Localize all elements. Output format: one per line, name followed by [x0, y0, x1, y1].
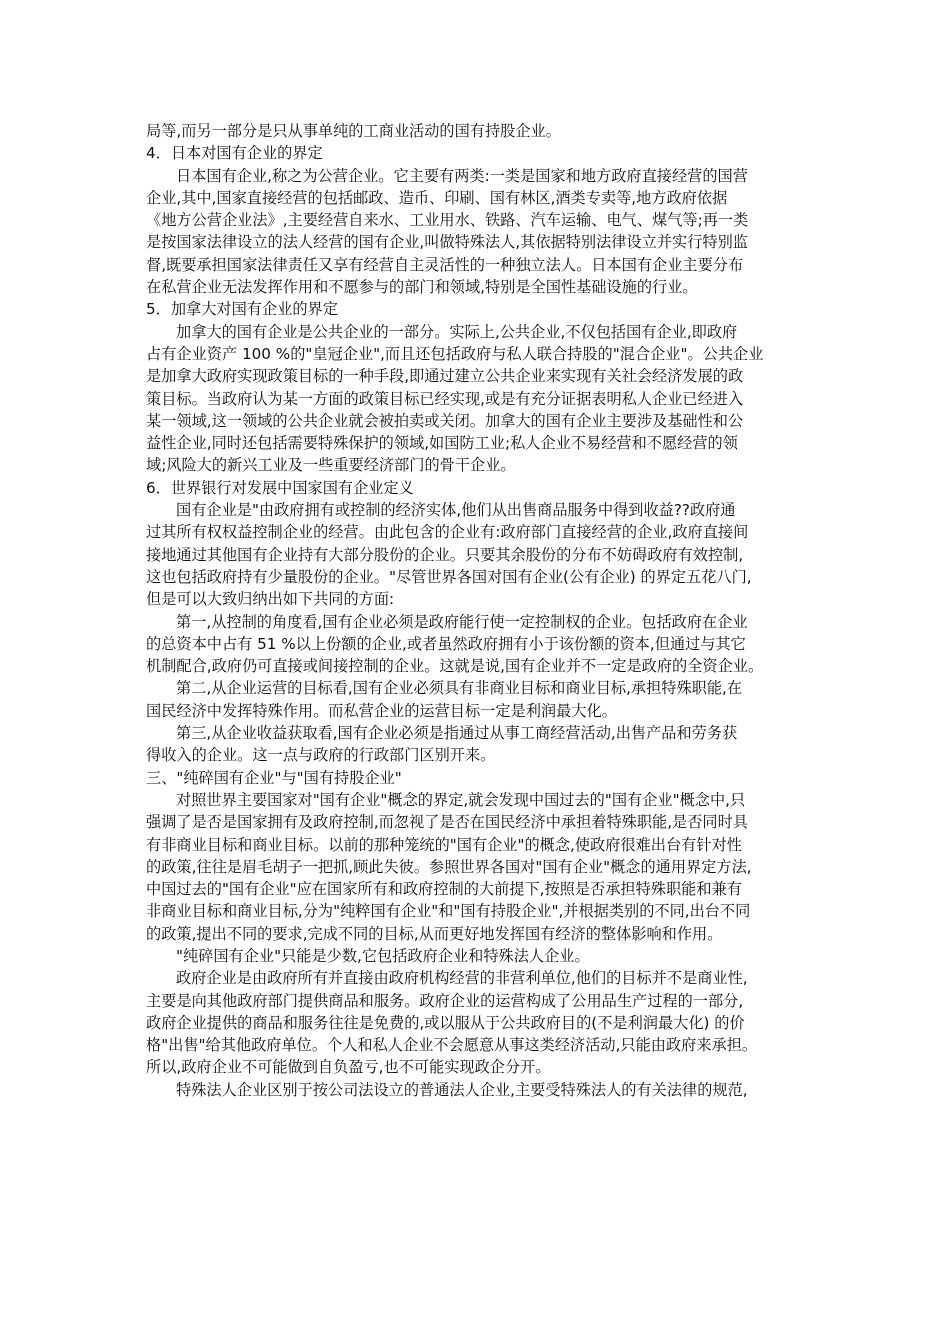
text-line: 《地方公营企业法》,主要经营自来水、工业用水、铁路、汽车运输、电气、煤气等;再一类	[146, 211, 749, 230]
text-line: 机制配合,政府仍可直接或间接控制的企业。这就是说,国有企业并不一定是政府的全资企业。	[146, 657, 764, 676]
text-line: 对照世界主要国家对"国有企业"概念的界定,就会发现中国过去的"国有企业"概念中,只	[176, 790, 746, 809]
text-line: 得收入的企业。这一点与政府的行政部门区别开来。	[146, 746, 496, 765]
text-line: 第三,从企业收益获取看,国有企业必须是指通过从事工商经营活动,出售产品和劳务获	[176, 724, 738, 743]
text-line: 强调了是否是国家拥有及政府控制,而忽视了是否在国民经济中承担着特殊职能,是否同时具	[146, 813, 748, 832]
section-heading: 三、"纯碎国有企业"与"国有持股企业"	[146, 768, 402, 787]
text-line: 这也包括政府持有少量股份的企业。"尽管世界各国对国有企业(公有企业) 的界定五花八门,	[146, 567, 752, 586]
text-line: 域;风险大的新兴工业及一些重要经济部门的骨干企业。	[146, 456, 516, 475]
section-heading: 4．日本对国有企业的界定	[146, 144, 323, 163]
text-line: 是按国家法律设立的法人经营的国有企业,叫做特殊法人,其依据特别法律设立并实行特别监	[146, 233, 748, 252]
text-line: 的政策,往往是眉毛胡子一把抓,顾此失彼。参照世界各国对"国有企业"概念的通用界定方法,	[146, 857, 752, 876]
text-line: 接地通过其他国有企业持有大部分股份的企业。只要其余股份的分布不妨碍政府有效控制,	[146, 545, 744, 564]
text-line: 政府企业提供的商品和服务往往是免费的,或以服从于公共政府目的(不是利润最大化) 的价	[146, 1013, 745, 1032]
text-line: 第二,从企业运营的目标看,国有企业必须具有非商业目标和商业目标,承担特殊职能,在	[176, 679, 743, 698]
text-line: 在私营企业无法发挥作用和不愿参与的部门和领域,特别是全国性基础设施的行业。	[146, 278, 698, 297]
text-line: 某一领域,这一领域的公共企业就会被拍卖或关闭。加拿大的国有企业主要涉及基础性和公	[146, 411, 744, 430]
text-line: 所以,政府企业不可能做到自负盈亏,也不可能实现政企分开。	[146, 1058, 551, 1077]
text-line: 主要是向其他政府部门提供商品和服务。政府企业的运营构成了公用品生产过程的一部分,	[146, 991, 744, 1010]
text-line: 国有企业是"由政府拥有或控制的经济实体,他们从出售商品服务中得到收益??政府通	[176, 501, 736, 520]
text-line: 的政策,提出不同的要求,完成不同的目标,从而更好地发挥国有经济的整体影响和作用。	[146, 924, 723, 943]
text-line: 加拿大的国有企业是公共企业的一部分。实际上,公共企业,不仅包括国有企业,即政府	[176, 322, 738, 341]
text-line: 策目标。当政府认为某一方面的政策目标已经实现,或是有充分证据表明私人企业已经进入	[146, 389, 744, 408]
text-line: 局等,而另一部分是只从事单纯的工商业活动的国有持股企业。	[146, 122, 561, 140]
text-line: 过其所有权权益控制企业的经营。由此包含的企业有:政府部门直接经营的企业,政府直接间	[146, 523, 749, 542]
text-line: 特殊法人企业区别于按公司法设立的普通法人企业,主要受特殊法人的有关法律的规范,	[176, 1080, 748, 1099]
text-line: 国民经济中发挥特殊作用。而私营企业的运营目标一定是利润最大化。	[146, 701, 617, 720]
text-line: 格"出售"给其他政府单位。个人和私人企业不会愿意从事这类经济活动,只能由政府来承担。	[146, 1036, 758, 1055]
text-line: 但是可以大致归纳出如下共同的方面:	[146, 590, 395, 609]
text-line: 益性企业,同时还包括需要特殊保护的领域,如国防工业;私人企业不易经营和不愿经营的领	[146, 434, 738, 453]
text-line: 占有企业资产 100 %的"皇冠企业",而且还包括政府与私人联合持股的"混合企业"。公共企业	[146, 344, 764, 363]
section-heading: 6．世界银行对发展中国家国有企业定义	[146, 478, 414, 497]
text-line: 有非商业目标和商业目标。以前的那种笼统的"国有企业"的概念,使政府很难出台有针对性	[146, 835, 742, 854]
text-line: 督,既要承担国家法律责任又享有经营自主灵活性的一种独立法人。日本国有企业主要分布	[146, 255, 744, 274]
text-line: 是加拿大政府实现政策目标的一种手段,即通过建立公共企业来实现有关社会经济发展的政	[146, 367, 744, 386]
text-line: 政府企业是由政府所有并直接由政府机构经营的非营利单位,他们的目标并不是商业性,	[176, 969, 748, 988]
text-line: 企业,其中,国家直接经营的包括邮政、造币、印刷、国有林区,酒类专卖等,地方政府依据	[146, 188, 728, 207]
text-line: 日本国有企业,称之为公营企业。它主要有两类:一类是国家和地方政府直接经营的国营	[176, 166, 748, 185]
document-body	[146, 120, 810, 1101]
text-line: 中国过去的"国有企业"应在国家所有和政府控制的大前提下,按照是否承担特殊职能和兼有	[146, 880, 742, 899]
section-heading: 5．加拿大对国有企业的界定	[146, 300, 338, 319]
text-line: 非商业目标和商业目标,分为"纯粹国有企业"和"国有持股企业",并根据类别的不同,出台不同	[146, 902, 751, 921]
text-line: "纯碎国有企业"只能是少数,它包括政府企业和特殊法人企业。	[176, 946, 590, 965]
text-line: 第一,从控制的角度看,国有企业必须是政府能行使一定控制权的企业。包括政府在企业	[176, 612, 748, 631]
text-line: 的总资本中占有 51 %以上份额的企业,或者虽然政府拥有小于该份额的资本,但通过与其它	[146, 634, 746, 653]
